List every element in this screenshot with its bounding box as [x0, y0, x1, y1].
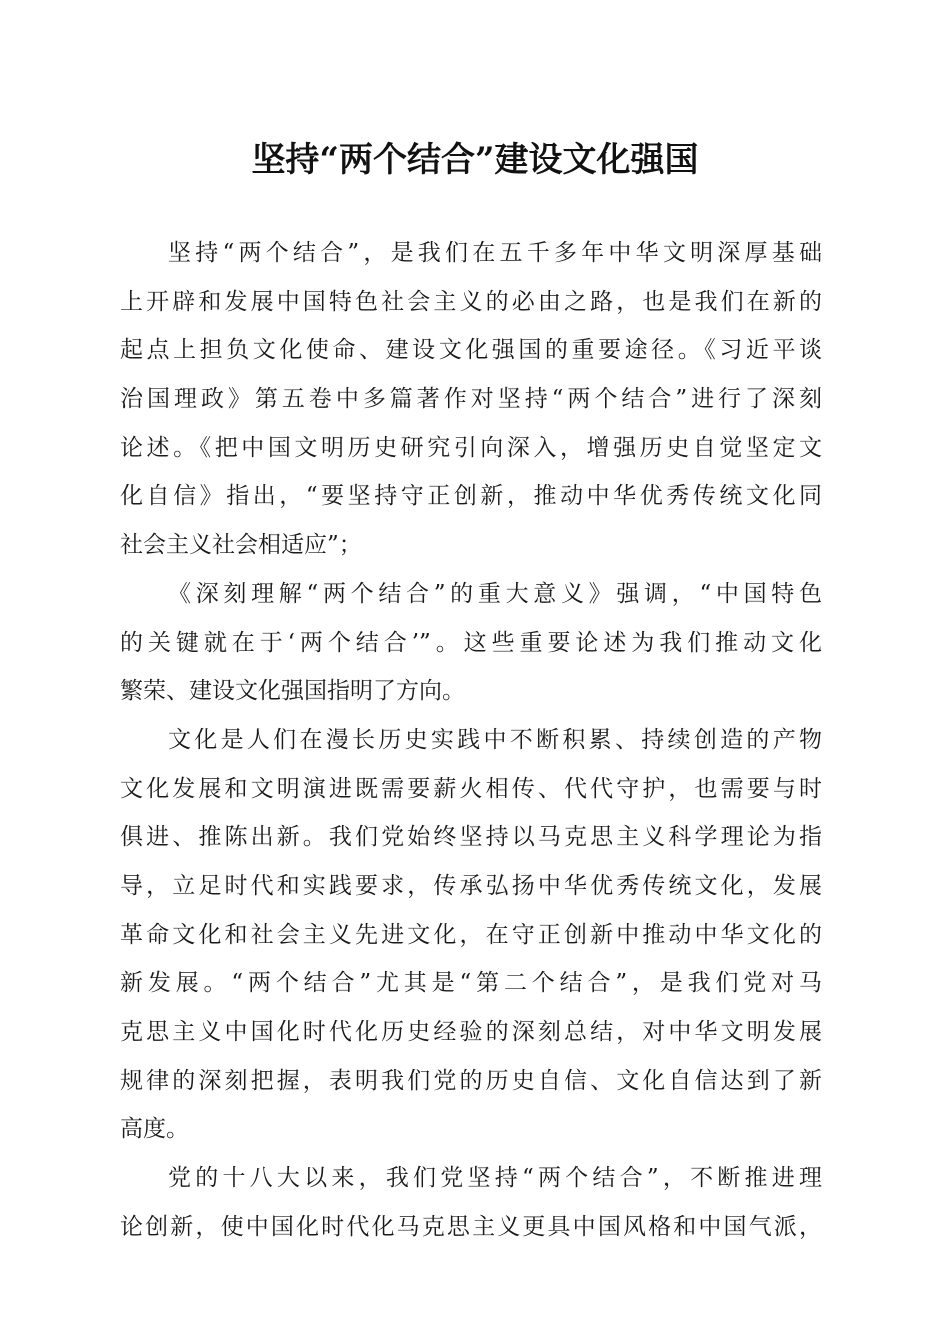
text-line: 导，立足时代和实践要求，传承弘扬中华优秀传统文化，发展: [120, 872, 822, 899]
page-title: 坚持“两个结合”建设文化强国: [251, 140, 699, 180]
text-line: 社会主义社会相适应”；: [120, 532, 362, 559]
text-line: 论述。《把中国文明历史研究引向深入，增强历史自觉坚定文: [120, 434, 822, 461]
text-line: 治国理政》第五卷中多篇著作对坚持“两个结合”进行了深刻: [120, 386, 822, 413]
text-line: 规律的深刻把握，表明我们党的历史自信、文化自信达到了新: [120, 1067, 822, 1094]
text-line: 克思主义中国化时代化历史经验的深刻总结，对中华文明发展: [120, 1019, 822, 1045]
text-line: 坚持“两个结合”，是我们在五千多年中华文明深厚基础: [168, 240, 822, 266]
text-line: 繁荣、建设文化强国指明了方向。: [120, 678, 465, 705]
text-line: 论创新，使中国化时代化马克思主义更具中国风格和中国气派，: [120, 1213, 822, 1240]
text-line: 化自信》指出，“要坚持守正创新，推动中华优秀传统文化同: [120, 483, 822, 510]
text-line: 新发展。“两个结合”尤其是“第二个结合”，是我们党对马: [120, 970, 822, 997]
text-line: 文化发展和文明演进既需要薪火相传、代代守护，也需要与时: [120, 775, 822, 802]
text-line: 高度。: [120, 1116, 189, 1143]
text-line: 的关键就在于‘两个结合’”。这些重要论述为我们推动文化: [120, 629, 822, 656]
text-line: 俱进、推陈出新。我们党始终坚持以马克思主义科学理论为指: [120, 824, 822, 851]
text-line: 起点上担负文化使命、建设文化强国的重要途径。《习近平谈: [120, 337, 822, 364]
text-line: 党的十八大以来，我们党坚持“两个结合”，不断推进理: [168, 1165, 822, 1192]
document-body: [120, 229, 822, 1251]
text-line: 文化是人们在漫长历史实践中不断积累、持续创造的产物: [168, 726, 822, 753]
text-line: 上开辟和发展中国特色社会主义的必由之路，也是我们在新的: [120, 288, 822, 315]
text-line: 革命文化和社会主义先进文化，在守正创新中推动中华文化的: [120, 921, 822, 948]
text-line: 《深刻理解“两个结合”的重大意义》强调，“中国特色: [168, 580, 822, 607]
